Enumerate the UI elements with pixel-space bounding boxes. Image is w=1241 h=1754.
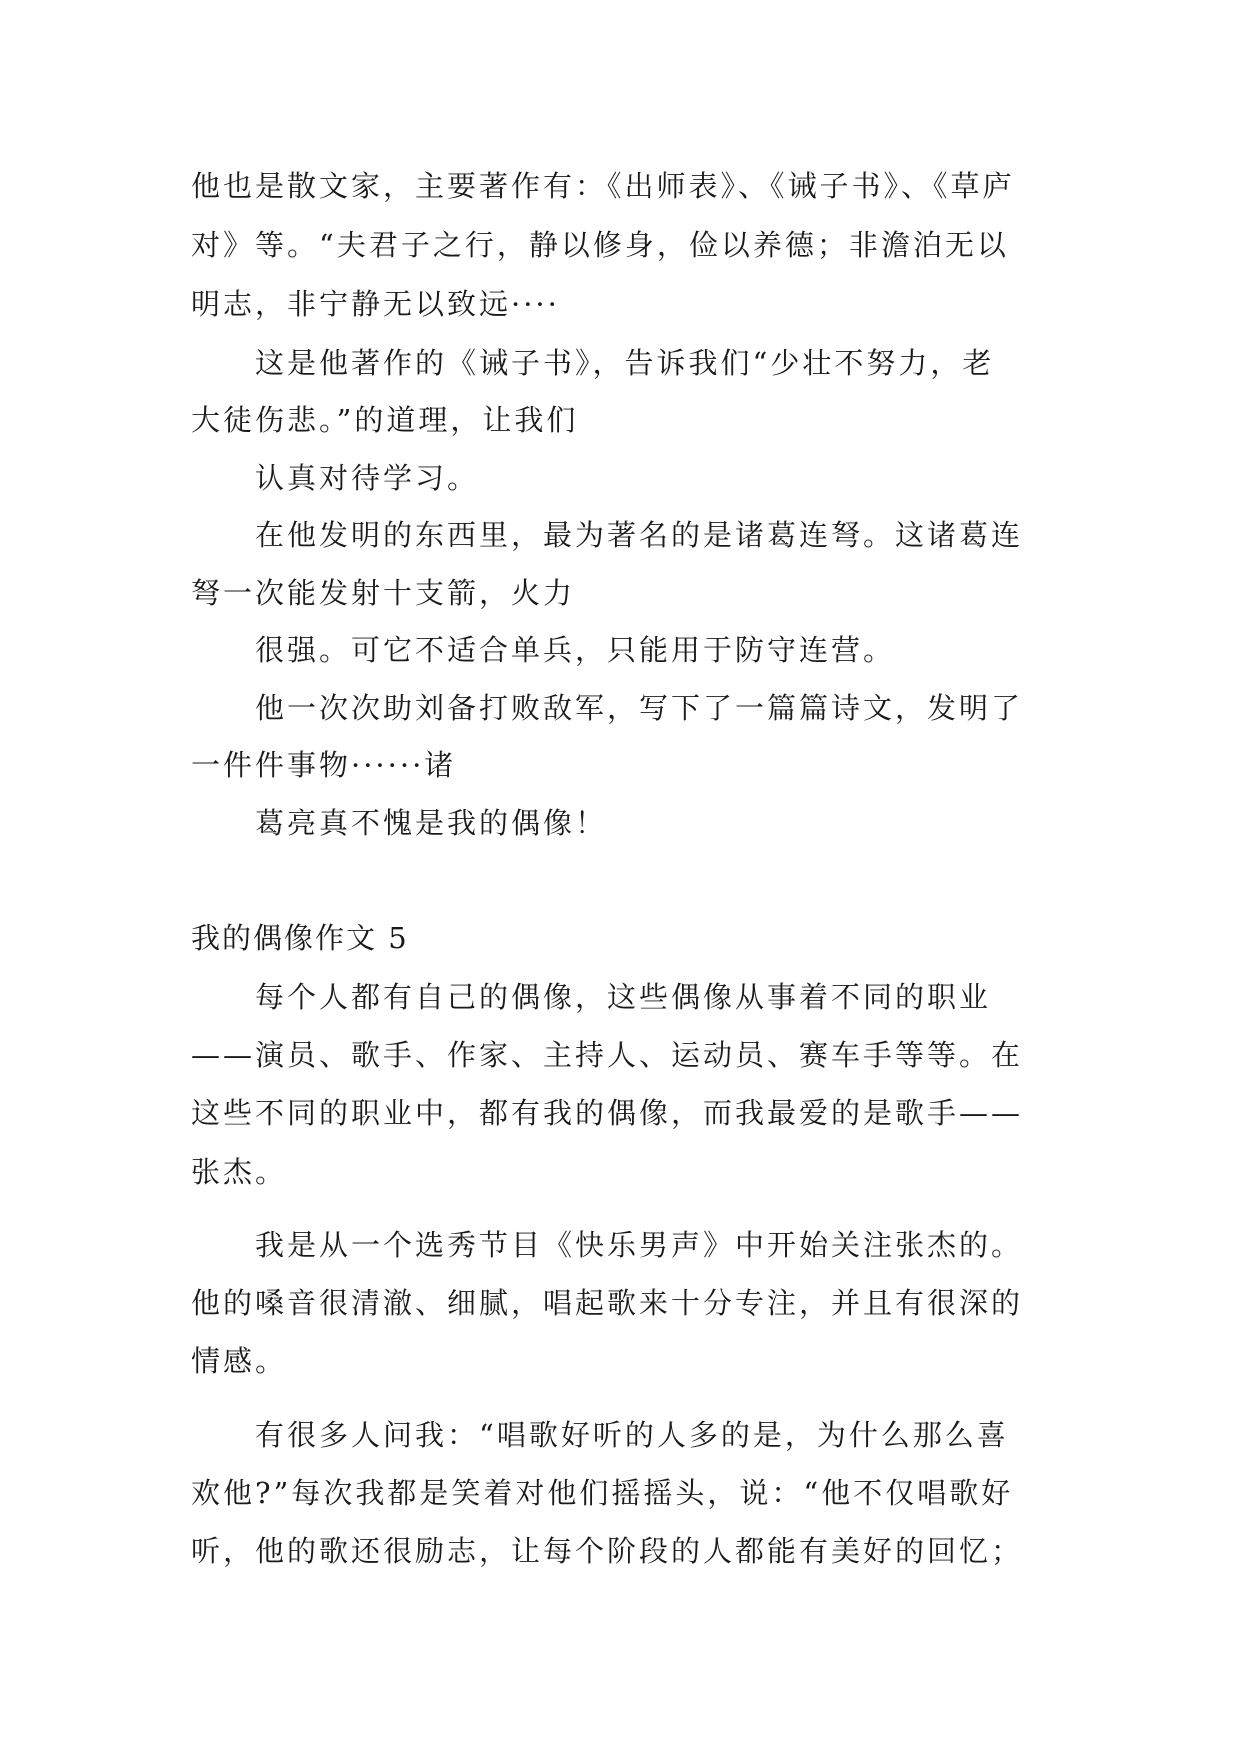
text-line: 在他发明的东西里，最为著名的是诸葛连弩。这诸葛连 <box>255 518 1024 552</box>
text-line: 他也是散文家，主要著作有：《出师表》、《诫子书》、《草庐 <box>191 169 1015 203</box>
text-line: 有很多人问我：“唱歌好听的人多的是，为什么那么喜 <box>255 1418 1009 1452</box>
text-line: 很强。可它不适合单兵，只能用于防守连营。 <box>255 633 896 667</box>
text-line: 他一次次助刘备打败敌军，写下了一篇篇诗文，发明了 <box>255 691 1024 725</box>
text-line: 葛亮真不愧是我的偶像！ <box>255 806 608 840</box>
text-line: 明志，非宁静无以致远···· <box>191 287 560 321</box>
text-line: 一件件事物······诸 <box>191 748 457 782</box>
text-line: 张杰。 <box>191 1155 288 1189</box>
section-heading: 我的偶像作文 5 <box>191 921 409 955</box>
text-line: 弩一次能发射十支箭，火力 <box>191 576 576 610</box>
text-line: 认真对待学习。 <box>255 461 480 495</box>
text-line: 欢他?”每次我都是笑着对他们摇摇头，说：“他不仅唱歌好 <box>191 1476 1014 1510</box>
text-line: 对》等。“夫君子之行，静以修身，俭以养德；非澹泊无以 <box>191 228 1009 262</box>
text-line: ——演员、歌手、作家、主持人、运动员、赛车手等等。在 <box>191 1038 1024 1072</box>
text-line: 他的嗓音很清澈、细腻，唱起歌来十分专注，并且有很深的 <box>191 1286 1024 1320</box>
text-line: 大徒伤悲。”的道理，让我们 <box>191 403 579 437</box>
text-line: 听，他的歌还很励志，让每个阶段的人都能有美好的回忆； <box>191 1534 1024 1568</box>
text-line: 这是他著作的《诫子书》，告诉我们“少壮不努力，老 <box>255 346 995 380</box>
text-line: 情感。 <box>191 1344 288 1378</box>
text-line: 我是从一个选秀节目《快乐男声》中开始关注张杰的。 <box>255 1228 1024 1262</box>
text-line: 这些不同的职业中，都有我的偶像，而我最爱的是歌手—— <box>191 1096 1024 1130</box>
text-line: 每个人都有自己的偶像，这些偶像从事着不同的职业 <box>255 980 992 1014</box>
